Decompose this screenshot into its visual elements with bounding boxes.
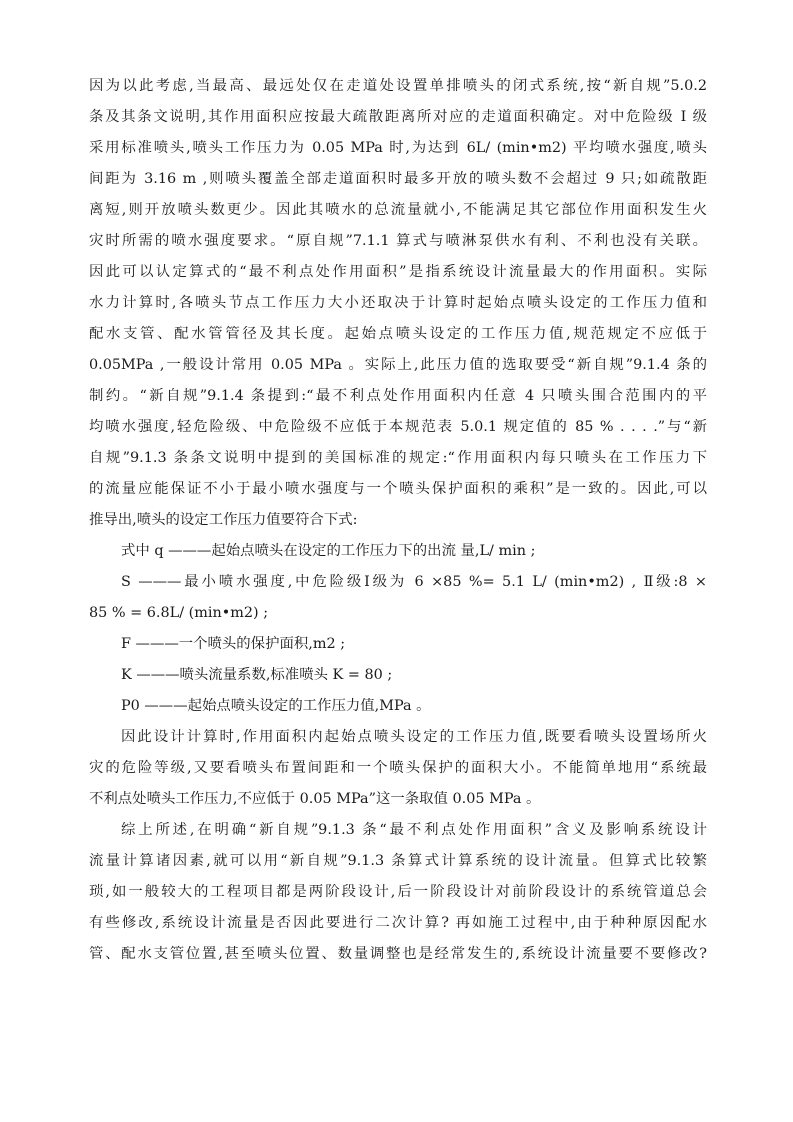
text-line: 条及其条文说明,其作用面积应按最大疏散距离所对应的走道面积确定。对中危险级 I 级 — [89, 109, 707, 125]
body-text — [89, 71, 707, 970]
text-line: 因此可以认定算式的“最不利点处作用面积”是指系统设计流量最大的作用面积。实际 — [89, 264, 707, 280]
text-line: P0 ———起始点喷头设定的工作压力值,MPa 。 — [121, 698, 431, 714]
text-line: S ———最小喷水强度,中危险级Ⅰ级为 6 ×85 %= 5.1 L/ (min•m2) , Ⅱ级:8 × — [121, 574, 707, 590]
text-line: 配水支管、配水管管径及其长度。起始点喷头设定的工作压力值,规范规定不应低于 — [89, 326, 707, 342]
text-line: 推导出,喷头的设定工作压力值要符合下式: — [89, 512, 358, 528]
text-line: 的流量应能保证不小于最小喷水强度与一个喷头保护面积的乘积”是一致的。因此,可以 — [89, 481, 707, 497]
text-line: 制约。“新自规”9.1.4 条提到:“最不利点处作用面积内任意 4 只喷头围合范围内的平 — [89, 388, 707, 404]
text-line: 式中 q ———起始点喷头在设定的工作压力下的出流 量,L/ min ; — [121, 543, 536, 559]
text-line: K ———喷头流量系数,标准喷头 K = 80 ; — [121, 667, 393, 683]
text-line: 间距为 3.16 m ,则喷头覆盖全部走道面积时最多开放的喷头数不会超过 9 只;如疏散距 — [89, 171, 707, 187]
text-line: 管、配水支管位置,甚至喷头位置、数量调整也是经常发生的,系统设计流量要不要修改? — [89, 946, 707, 962]
text-line: 均喷水强度,轻危险级、中危险级不应低于本规范表 5.0.1 规定值的 85 % . . . .”与“新 — [89, 419, 707, 435]
text-line: F ———一个喷头的保护面积,m2 ; — [121, 636, 346, 652]
text-line: 流量计算诸因素,就可以用“新自规”9.1.3 条算式计算系统的设计流量。但算式比较繁 — [89, 853, 707, 869]
text-line: 有些修改,系统设计流量是否因此要进行二次计算? 再如施工过程中,由于种种原因配水 — [89, 915, 707, 931]
text-line: 85 % = 6.8L/ (min•m2) ; — [89, 605, 269, 621]
text-line: 自规”9.1.3 条条文说明中提到的美国标准的规定:“作用面积内每只喷头在工作压力下 — [89, 450, 707, 466]
text-line: 灾的危险等级,又要看喷头布置间距和一个喷头保护的面积大小。不能简单地用“系统最 — [89, 760, 707, 776]
text-line: 因为以此考虑,当最高、最远处仅在走道处设置单排喷头的闭式系统,按“新自规”5.0.2 — [89, 78, 707, 94]
text-line: 琐,如一般较大的工程项目都是两阶段设计,后一阶段设计对前阶段设计的系统管道总会 — [89, 884, 707, 900]
text-line: 综上所述,在明确“新自规”9.1.3 条“最不利点处作用面积”含义及影响系统设计 — [121, 822, 707, 838]
text-line: 灾时所需的喷水强度要求。“原自规”7.1.1 算式与喷淋泵供水有利、不利也没有关联。 — [89, 233, 707, 249]
text-line: 因此设计计算时,作用面积内起始点喷头设定的工作压力值,既要看喷头设置场所火 — [121, 729, 707, 745]
text-line: 采用标准喷头,喷头工作压力为 0.05 MPa 时,为达到 6L/ (min•m2) 平均喷水强度,喷头 — [89, 140, 707, 156]
text-line: 水力计算时,各喷头节点工作压力大小还取决于计算时起始点喷头设定的工作压力值和 — [89, 295, 707, 311]
text-line: 0.05MPa ,一般设计常用 0.05 MPa 。实际上,此压力值的选取要受“新自规”9.1.4 条的 — [89, 357, 707, 373]
text-line: 离短,则开放喷头数更少。因此其喷水的总流量就小,不能满足其它部位作用面积发生火 — [89, 202, 707, 218]
text-line: 不利点处喷头工作压力,不应低于 0.05 MPa”这一条取值 0.05 MPa 。 — [89, 791, 541, 807]
